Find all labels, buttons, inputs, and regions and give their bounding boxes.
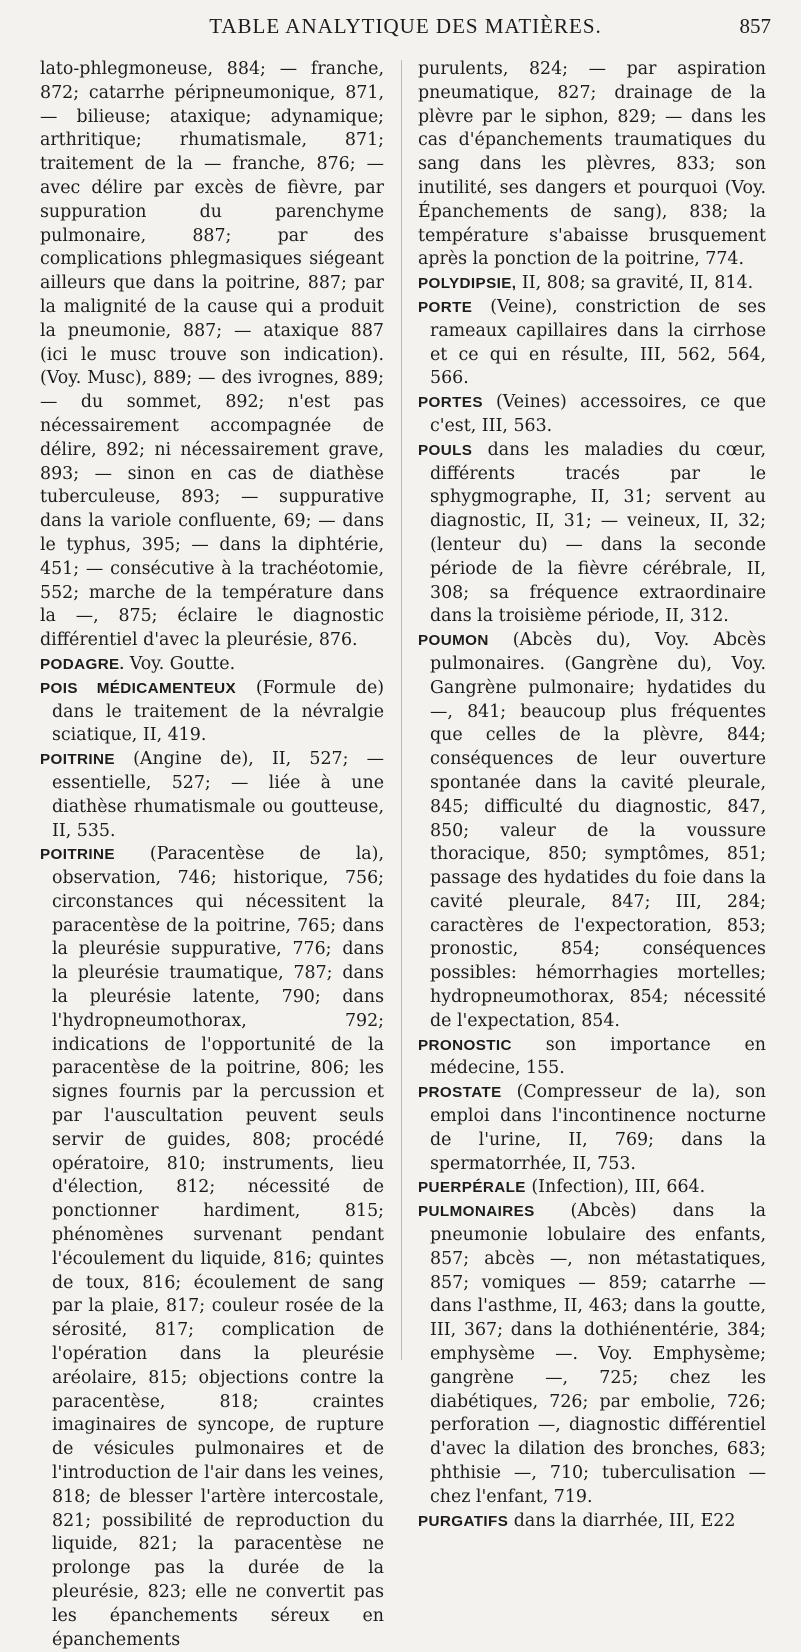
entry-keyword: PROSTATE (418, 1084, 502, 1102)
entry-text: Voy. Goutte. (129, 653, 236, 674)
entry-text: dans les maladies du cœur, différents tracés par le sphygmographe, II, 31; servent au diagnostic, II, 31; — veineux, II, 32; (lenteur du) — dans la seconde période de la fièvre cérébrale, II, 308; sa fréquence extraordinaire dans la troisième période, II, 312. (430, 439, 766, 627)
entry-keyword: PORTES (418, 394, 483, 412)
entry-text: (Infection), III, 664. (531, 1177, 706, 1198)
index-entry (418, 1510, 766, 1534)
index-entry (418, 296, 766, 391)
entry-text: son importance en médecine, 155. (430, 1034, 767, 1079)
index-entry (418, 272, 766, 296)
entry-keyword: POITRINE (40, 751, 115, 769)
entry-text: II, 808; sa gravité, II, 814. (521, 273, 754, 294)
index-entry (40, 677, 384, 748)
index-entry (418, 439, 766, 629)
entry-text: (Compresseur de la), son emploi dans l'incontinence nocturne de l'urine, II, 769; dans la spermatorrhée, II, 753. (430, 1082, 766, 1174)
entry-keyword: PODAGRE. (40, 655, 125, 673)
index-entry (40, 843, 384, 1652)
entry-text: (Abcès du), Voy. Abcès pulmonaires. (Gangrène du), Voy. Gangrène pulmonaire; hydatides du —, 841; beaucoup plus fréquentes que celles de la plèvre, 844; conséquences de leur ouverture spontanée dans la cavité pleurale, 845; difficulté du diagnostic, 847, 850; valeur de la voussure thoracique, 850; symptômes, 851; passage des hydatides du foie dans la cavité pleurale, 847; III, 284; caractères de l'expectoration, 853; pronostic, 854; conséquences possibles: hémorrhagies mortelles; hydropneumothorax, 854; nécessité de l'expectation, 854. (430, 630, 766, 1031)
column-divider (401, 60, 402, 1360)
entry-keyword: PULMONAIRES (418, 1203, 535, 1221)
index-entry (40, 653, 384, 677)
entry-keyword: PURGATIFS (418, 1512, 509, 1530)
page-number: 857 (739, 14, 771, 38)
entry-keyword: PRONOSTIC (418, 1036, 512, 1054)
right-column (418, 58, 766, 1533)
index-entry (418, 1034, 766, 1082)
entry-keyword: PUERPÉRALE (418, 1179, 526, 1197)
index-entry (40, 58, 384, 653)
page-title: TABLE ANALYTIQUE DES MATIÈRES. (209, 14, 602, 38)
entry-keyword: PORTE (418, 298, 473, 316)
entry-keyword: POUMON (418, 632, 489, 650)
entry-text: (Veines) accessoires, ce que c'est, III, 563. (430, 392, 766, 436)
entry-text: (Angine de), II, 527; — essentielle, 527; — liée à une diathèse rhumatismale ou goutteuse, II, 535. (52, 749, 385, 841)
entry-keyword: POITRINE (40, 846, 115, 864)
entry-keyword: POLYDIPSIE, (418, 275, 517, 293)
entry-text: lato-phlegmoneuse, 884; — franche, 872; catarrhe péripneumonique, 871, — bilieuse; ataxique; adynamique; arthritique; rhumatismale, 871; traitement de la — franche, 876; — avec délire par excès de fièvre, par suppuration du parenchyme pulmonaire, 887; par des complications phlegmasiques siégeant ailleurs que dans la poitrine, 887; par la malignité de la cause qui a produit la pneumonie, 887; — ataxique 887 (ici le musc trouve son indication). (Voy. Musc), 889; — des ivrognes, 889; — du sommet, 892; n'est pas nécessairement accompagnée de délire, 892; ni nécessairement grave, 893; — sinon en cas de diathèse tuberculeuse, 893; — suppurative dans la variole confluente, 69; — dans le typhus, 395; — dans la diphtérie, 451; — consécutive à la trachéotomie, 552; marche de la température dans la —, 875; éclaire le diagnostic différentiel d'avec la pleurésie, 876. (40, 59, 384, 651)
index-entry (418, 58, 766, 272)
entry-keyword: POIS MÉDICAMENTEUX (40, 679, 237, 697)
left-column (40, 58, 384, 1652)
entry-text: purulents, 824; — par aspiration pneumatique, 827; drainage de la plèvre par le siphon, 829; — dans les cas d'épanchements traumatiques du sang dans les plèvres, 833; son inutilité, ses dangers et pourquoi (Voy. Épanchements de sang), 838; la température s'abaisse brusquement après la ponction de la poitrine, 774. (418, 59, 766, 270)
entry-keyword: POULS (418, 441, 473, 459)
index-entry (418, 391, 766, 439)
entry-text: (Formule de) dans le traitement de la névralgie sciatique, II, 419. (52, 677, 385, 746)
page-header (40, 14, 771, 44)
entry-text: (Paracentèse de la), observation, 746; historique, 756; circonstances qui nécessitent la paracentèse de la poitrine, 765; dans la pleurésie suppurative, 776; dans la pleurésie traumatique, 787; dans la pleurésie latente, 790; dans l'hydropneumothorax, 792; indications de l'opportunité de la paracentèse de la poitrine, 806; les signes fournis par la percussion et par l'auscultation peuvent seuls servir de guides, 808; procédé opératoire, 810; instruments, lieu d'élection, 812; nécessité de ponctionner hardiment, 815; phénomènes survenant pendant l'écoulement du liquide, 816; quintes de toux, 816; écoulement de sang par la plaie, 817; couleur rosée de la sérosité, 817; complication de l'opération dans la pleurésie aréolaire, 815; objections contre la paracentèse, 818; craintes imaginaires de syncope, de rupture de vésicules pulmonaires et de l'introduction de l'air dans les veines, 818; de blesser l'artère intercostale, 821; possibilité de reproduction du liquide, 821; la paracentèse ne prolonge pas la durée de la pleurésie, 823; elle ne convertit pas les épanchements séreux en épanchements (52, 844, 384, 1650)
entry-text: (Veine), constriction de ses rameaux capillaires dans la cirrhose et ce qui en résulte, III, 562, 564, 566. (430, 296, 766, 389)
index-entry (418, 629, 766, 1034)
index-entry (418, 1200, 766, 1509)
index-entry (418, 1081, 766, 1176)
index-entry (40, 748, 384, 843)
entry-text: dans la diarrhée, III, E22 (513, 1510, 736, 1531)
index-entry (418, 1176, 766, 1200)
entry-text: (Abcès) dans la pneumonie lobulaire des enfants, 857; abcès —, non métastatiques, 857; vomiques — 859; catarrhe — dans l'asthme, II, 463; dans la goutte, III, 367; dans la dothiénentérie, 384; emphysème —. Voy. Emphysème; gangrène —, 725; chez les diabétiques, 726; par embolie, 726; perforation —, diagnostic différentiel d'avec la dilation des bronches, 683; phthisie —, 710; tuberculisation — chez l'enfant, 719. (430, 1201, 766, 1507)
